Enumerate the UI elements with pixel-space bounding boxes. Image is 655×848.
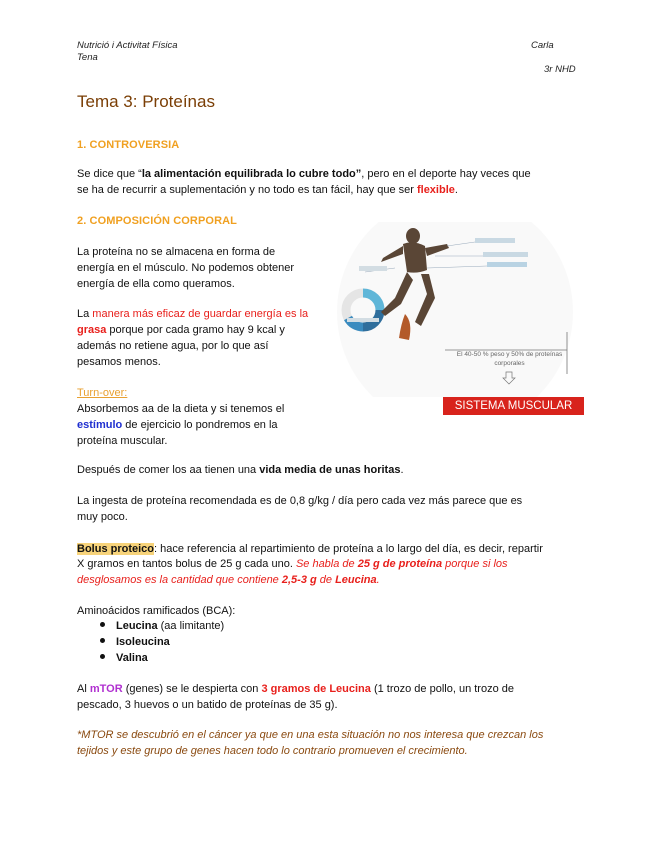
italic-red-text: porque si los	[442, 558, 508, 570]
paragraph-bolus-line3	[77, 573, 380, 589]
bca-item-name: Isoleucina	[116, 636, 170, 648]
header-left-line2: Tena	[77, 52, 98, 63]
highlight-estimulo: estímulo	[77, 419, 123, 431]
bca-item-name: Valina	[116, 652, 148, 664]
paragraph-protein-line1: La proteína no se almacena en forma de	[77, 246, 276, 258]
muscular-system-figure	[335, 222, 585, 397]
text-run: (1 trozo de pollo, un trozo de	[370, 683, 514, 695]
highlight-3g-leucina: 3 gramos de Leucina	[261, 683, 371, 695]
page-title: Tema 3: Proteínas	[77, 92, 215, 111]
bca-item-name: Leucina	[116, 620, 158, 632]
paragraph-ingesta-line1: La ingesta de proteína recomendada es de 0,8 g/kg / día pero cada vez más parece que es	[77, 495, 523, 507]
bold-leucina: Leucina	[335, 574, 377, 586]
text-run: se ha de recurrir a suplementación y no todo es tan fácil, hay que ser	[77, 184, 417, 196]
bullet-icon	[100, 638, 105, 643]
paragraph-controversia-line2	[77, 183, 458, 199]
text-run: X gramos en tantos bolus de 25 g cada uno.	[77, 558, 296, 570]
turnover-label: Turn-over:	[77, 387, 128, 399]
paragraph-turnover-line2	[77, 418, 278, 434]
note-line1: *MTOR se descubrió en el cáncer ya que en una esta situación no nos interesa que crezcan los	[77, 729, 544, 741]
figure-background	[337, 222, 573, 397]
paragraph-bolus-line2	[77, 557, 508, 573]
highlight-text: manera más eficaz de guardar energía es la	[92, 308, 309, 320]
text-run: porque por cada gramo hay 9 kcal y	[106, 324, 285, 336]
bullet-icon	[100, 654, 105, 659]
bullet-icon	[100, 622, 105, 627]
text-run: , pero en el deporte hay veces que	[361, 168, 531, 180]
text-run: Se dice que “	[77, 168, 142, 180]
paragraph-vida-media	[77, 463, 404, 479]
highlight-mtor: mTOR	[89, 683, 123, 695]
highlight-grasa: grasa	[77, 324, 107, 336]
bca-item-extra: (aa limitante)	[157, 620, 225, 632]
header-left-line1: Nutrició i Activitat Física	[77, 40, 178, 51]
paragraph-grasa-line4: pesamos menos.	[77, 356, 161, 368]
bca-intro: Aminoácidos ramificados (BCA):	[77, 605, 236, 617]
paragraph-mtor-line2: pescado, 3 huevos o un batido de proteínas de 35 g).	[77, 699, 338, 711]
italic-red-text: desglosamos es la cantidad que contiene	[77, 574, 282, 586]
italic-red-text: de	[316, 574, 336, 586]
turnover-heading	[77, 386, 127, 402]
note-line2: tejidos y este grupo de genes hacen todo lo contrario promueven el crecimiento.	[77, 745, 468, 757]
paragraph-protein-line2: energía en el músculo. No podemos obtener	[77, 262, 295, 274]
paragraph-ingesta-line2: muy poco.	[77, 511, 128, 523]
list-item	[100, 619, 224, 635]
paragraph-grasa-line3: además no retiene agua, por lo que así	[77, 340, 269, 352]
paragraph-grasa-line1	[77, 307, 308, 323]
header-right-line1: Carla	[531, 40, 554, 51]
figure-caption: El 40-50 % peso y 50% de proteínas corporales	[456, 351, 563, 367]
paragraph-controversia-line1	[77, 167, 531, 183]
text-run: La	[77, 308, 93, 320]
text-run: Al	[77, 683, 90, 695]
paragraph-turnover-line3: proteína muscular.	[77, 435, 168, 447]
bold-25g-proteina: 25 g de proteína	[357, 558, 443, 570]
paragraph-mtor-line1	[77, 682, 514, 698]
bold-2-5-3g: 2,5-3 g	[281, 574, 317, 586]
highlight-flexible: flexible	[416, 184, 455, 196]
highlight-bolus-proteico: Bolus proteico	[77, 543, 155, 555]
text-run: .	[400, 464, 404, 476]
section-heading-controversia: 1. CONTROVERSIA	[77, 139, 180, 151]
paragraph-protein-line3: energía de ella como queramos.	[77, 278, 235, 290]
italic-red-text: Se habla de	[295, 558, 358, 570]
bold-quote: la alimentación equilibrada lo cubre todo”	[141, 168, 362, 180]
list-item	[100, 635, 170, 651]
text-run: de ejercicio lo pondremos en la	[122, 419, 278, 431]
bold-vida-media: vida media de unas horitas	[259, 464, 401, 476]
paragraph-turnover-line1: Absorbemos aa de la dieta y si tenemos el	[77, 403, 285, 415]
section-heading-composicion: 2. COMPOSICIÓN CORPORAL	[77, 215, 237, 227]
sistema-muscular-label: SISTEMA MUSCULAR	[443, 397, 584, 415]
text-run: (genes) se le despierta con	[122, 683, 262, 695]
text-run: Después de comer los aa tienen una	[77, 464, 260, 476]
text-run: : hace referencia al repartimiento de proteína a lo largo del día, es decir, repartir	[154, 543, 543, 555]
italic-red-text: .	[376, 574, 380, 586]
paragraph-bolus-line1	[77, 542, 543, 558]
header-right-line2: 3r NHD	[544, 64, 576, 75]
paragraph-grasa-line2	[77, 323, 285, 339]
list-item	[100, 651, 148, 667]
text-run: .	[454, 184, 458, 196]
